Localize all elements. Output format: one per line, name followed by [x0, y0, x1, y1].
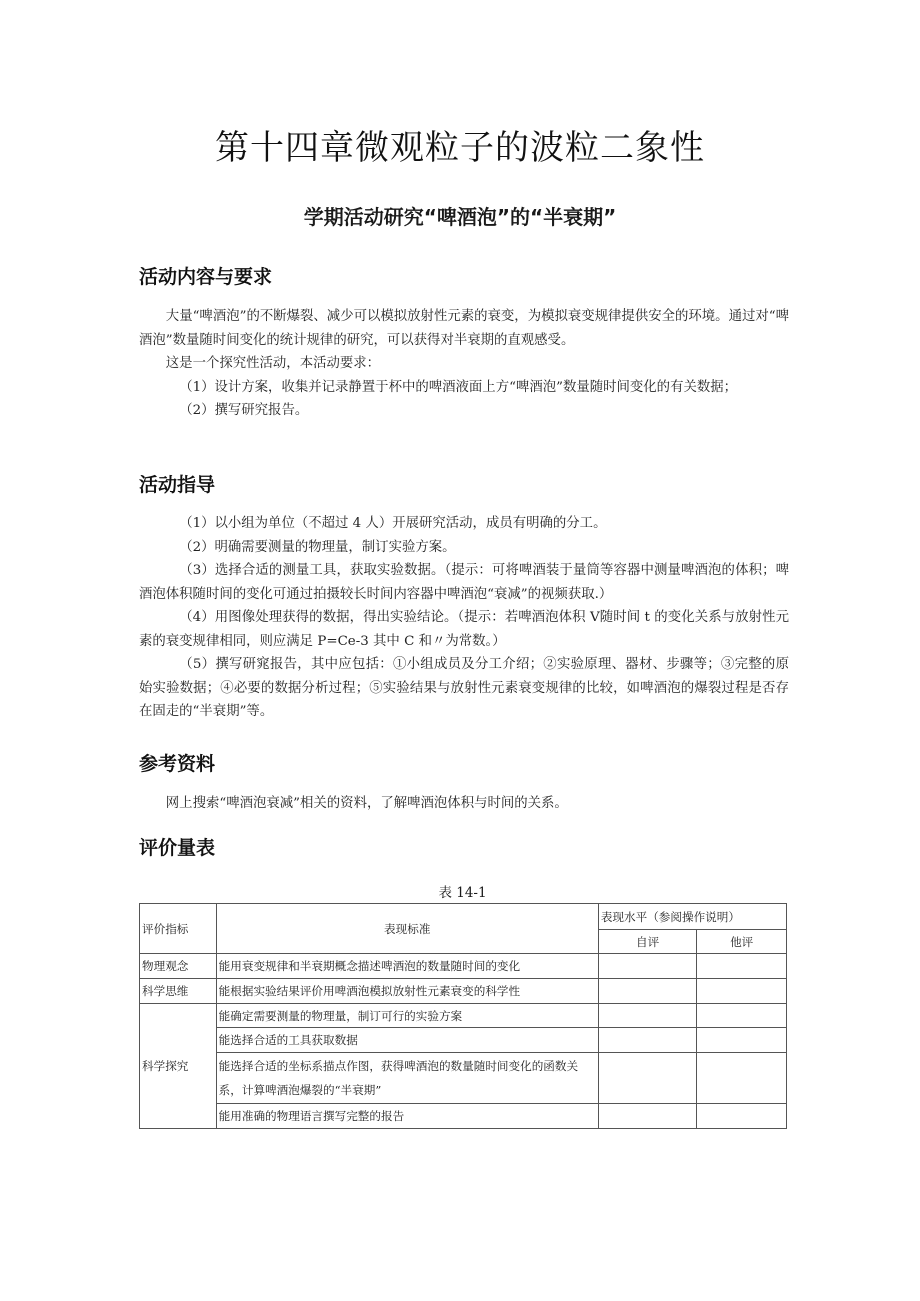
reference-text: 网上搜索“啤酒泡衰减”相关的资料，了解啤酒泡体积与时间的关系。 — [165, 796, 568, 811]
cell-standard: 能确定需要测量的物理量，制订可行的实验方案 — [216, 1004, 598, 1028]
table-row — [140, 979, 787, 1004]
cell-peer[interactable] — [697, 1028, 787, 1053]
header-peer: 他评 — [697, 930, 787, 954]
content-body — [139, 305, 789, 423]
table-row — [140, 1004, 787, 1028]
cell-standard: 能选择合适的坐标系描点作图，获得啤酒泡的数量随时间变化的函数关系，计算啤酒泡爆裂的“半衰期” — [216, 1053, 598, 1104]
evaluation-table — [139, 903, 787, 1129]
cell-peer[interactable] — [697, 1104, 787, 1129]
guide-item: （3）选择合适的测量工具，获取实验数据。（提示：可将啤酒装于量筒等容器中测量啤酒泡的体积；啤酒泡体积随时间的变化可通过拍摄较长时间内容器中啤酒泡“衰减”的视频获取.） — [139, 563, 789, 602]
cell-standard: 能根据实验结果评价用啤酒泡模拟放射性元素衰变的科学性 — [216, 979, 598, 1004]
table-caption: 表 14-1 — [438, 885, 487, 901]
cell-self[interactable] — [598, 979, 697, 1004]
guide-item: （5）撰写研窕报告，其中应包括：①小组成员及分工介绍；②实验原理、器材、步骤等；③完整的原始实验数据；④必要的数据分析过程；⑤实验结果与放射性元素衰变规律的比较，如啤酒泡的爆裂过程是否存在固走的“半衰期”等。 — [139, 657, 789, 719]
reference-body — [139, 792, 789, 816]
guide-item: （1）以小组为单位（不超过 4 人）开展研究活动，成员有明确的分工。 — [179, 516, 607, 531]
cell-indicator: 科学探究 — [140, 1004, 217, 1129]
guide-item: （4）用图像处理获得的数据，得出实验结论。（提示：若啤酒泡体积 V随时间 t 的变化关系与放射性元素的衰变规律相同，则应满足 P=Ce-3 其中 C 和〃为常数。） — [139, 610, 789, 649]
content-paragraph: 这是一个探究性活动，本活动要求： — [165, 356, 381, 371]
content-requirement: （2）撰写研究报告。 — [179, 403, 309, 418]
cell-standard: 能用衰变规律和半衰期概念描述啤酒泡的数量随时间的变化 — [216, 954, 598, 979]
cell-self[interactable] — [598, 1004, 697, 1028]
heading-evaluation: 评价量表 — [139, 837, 216, 859]
cell-standard: 能选择合适的工具获取数据 — [216, 1028, 598, 1053]
table-row — [140, 1104, 787, 1129]
cell-peer[interactable] — [697, 954, 787, 979]
guide-body — [139, 512, 789, 724]
cell-peer[interactable] — [697, 1004, 787, 1028]
heading-reference: 参考资料 — [139, 753, 216, 775]
table-row — [140, 1028, 787, 1053]
header-standard: 表现标准 — [216, 904, 598, 954]
heading-activity-guide: 活动指导 — [139, 474, 216, 496]
table-row — [140, 1053, 787, 1104]
content-requirement: （1）设计方案，收集并记录静置于杯中的啤酒液面上方“啤酒泡”数量随时间变化的有关数据； — [179, 379, 738, 395]
table-row — [140, 954, 787, 979]
cell-standard: 能用准确的物理语言撰写完整的报告 — [216, 1104, 598, 1129]
header-indicator: 评价指标 — [140, 904, 217, 954]
activity-title: 学期活动研究“啤酒泡”的“半衰期” — [303, 205, 617, 229]
cell-self[interactable] — [598, 954, 697, 979]
guide-item: （2）明确需要测量的物理量，制订实验方案。 — [179, 539, 456, 555]
cell-self[interactable] — [598, 1028, 697, 1053]
cell-peer[interactable] — [697, 1053, 787, 1104]
cell-indicator: 科学思维 — [140, 979, 217, 1004]
cell-peer[interactable] — [697, 979, 787, 1004]
cell-self[interactable] — [598, 1053, 697, 1104]
header-self: 自评 — [598, 930, 697, 954]
cell-indicator: 物理观念 — [140, 954, 217, 979]
heading-content-requirements: 活动内容与要求 — [139, 266, 273, 288]
content-paragraph: 大量“啤酒泡”的不断爆裂、减少可以模拟放射性元素的衰变，为模拟衰变规律提供安全的环境。通过对“啤酒泡”数量随时间变化的统计规律的研究，可以获得对半衰期的直观感受。 — [139, 309, 789, 348]
cell-self[interactable] — [598, 1104, 697, 1129]
chapter-title: 第十四章微观粒子的波粒二象性 — [215, 128, 705, 168]
header-level: 表现水平（参阅操作说明） — [598, 904, 786, 930]
